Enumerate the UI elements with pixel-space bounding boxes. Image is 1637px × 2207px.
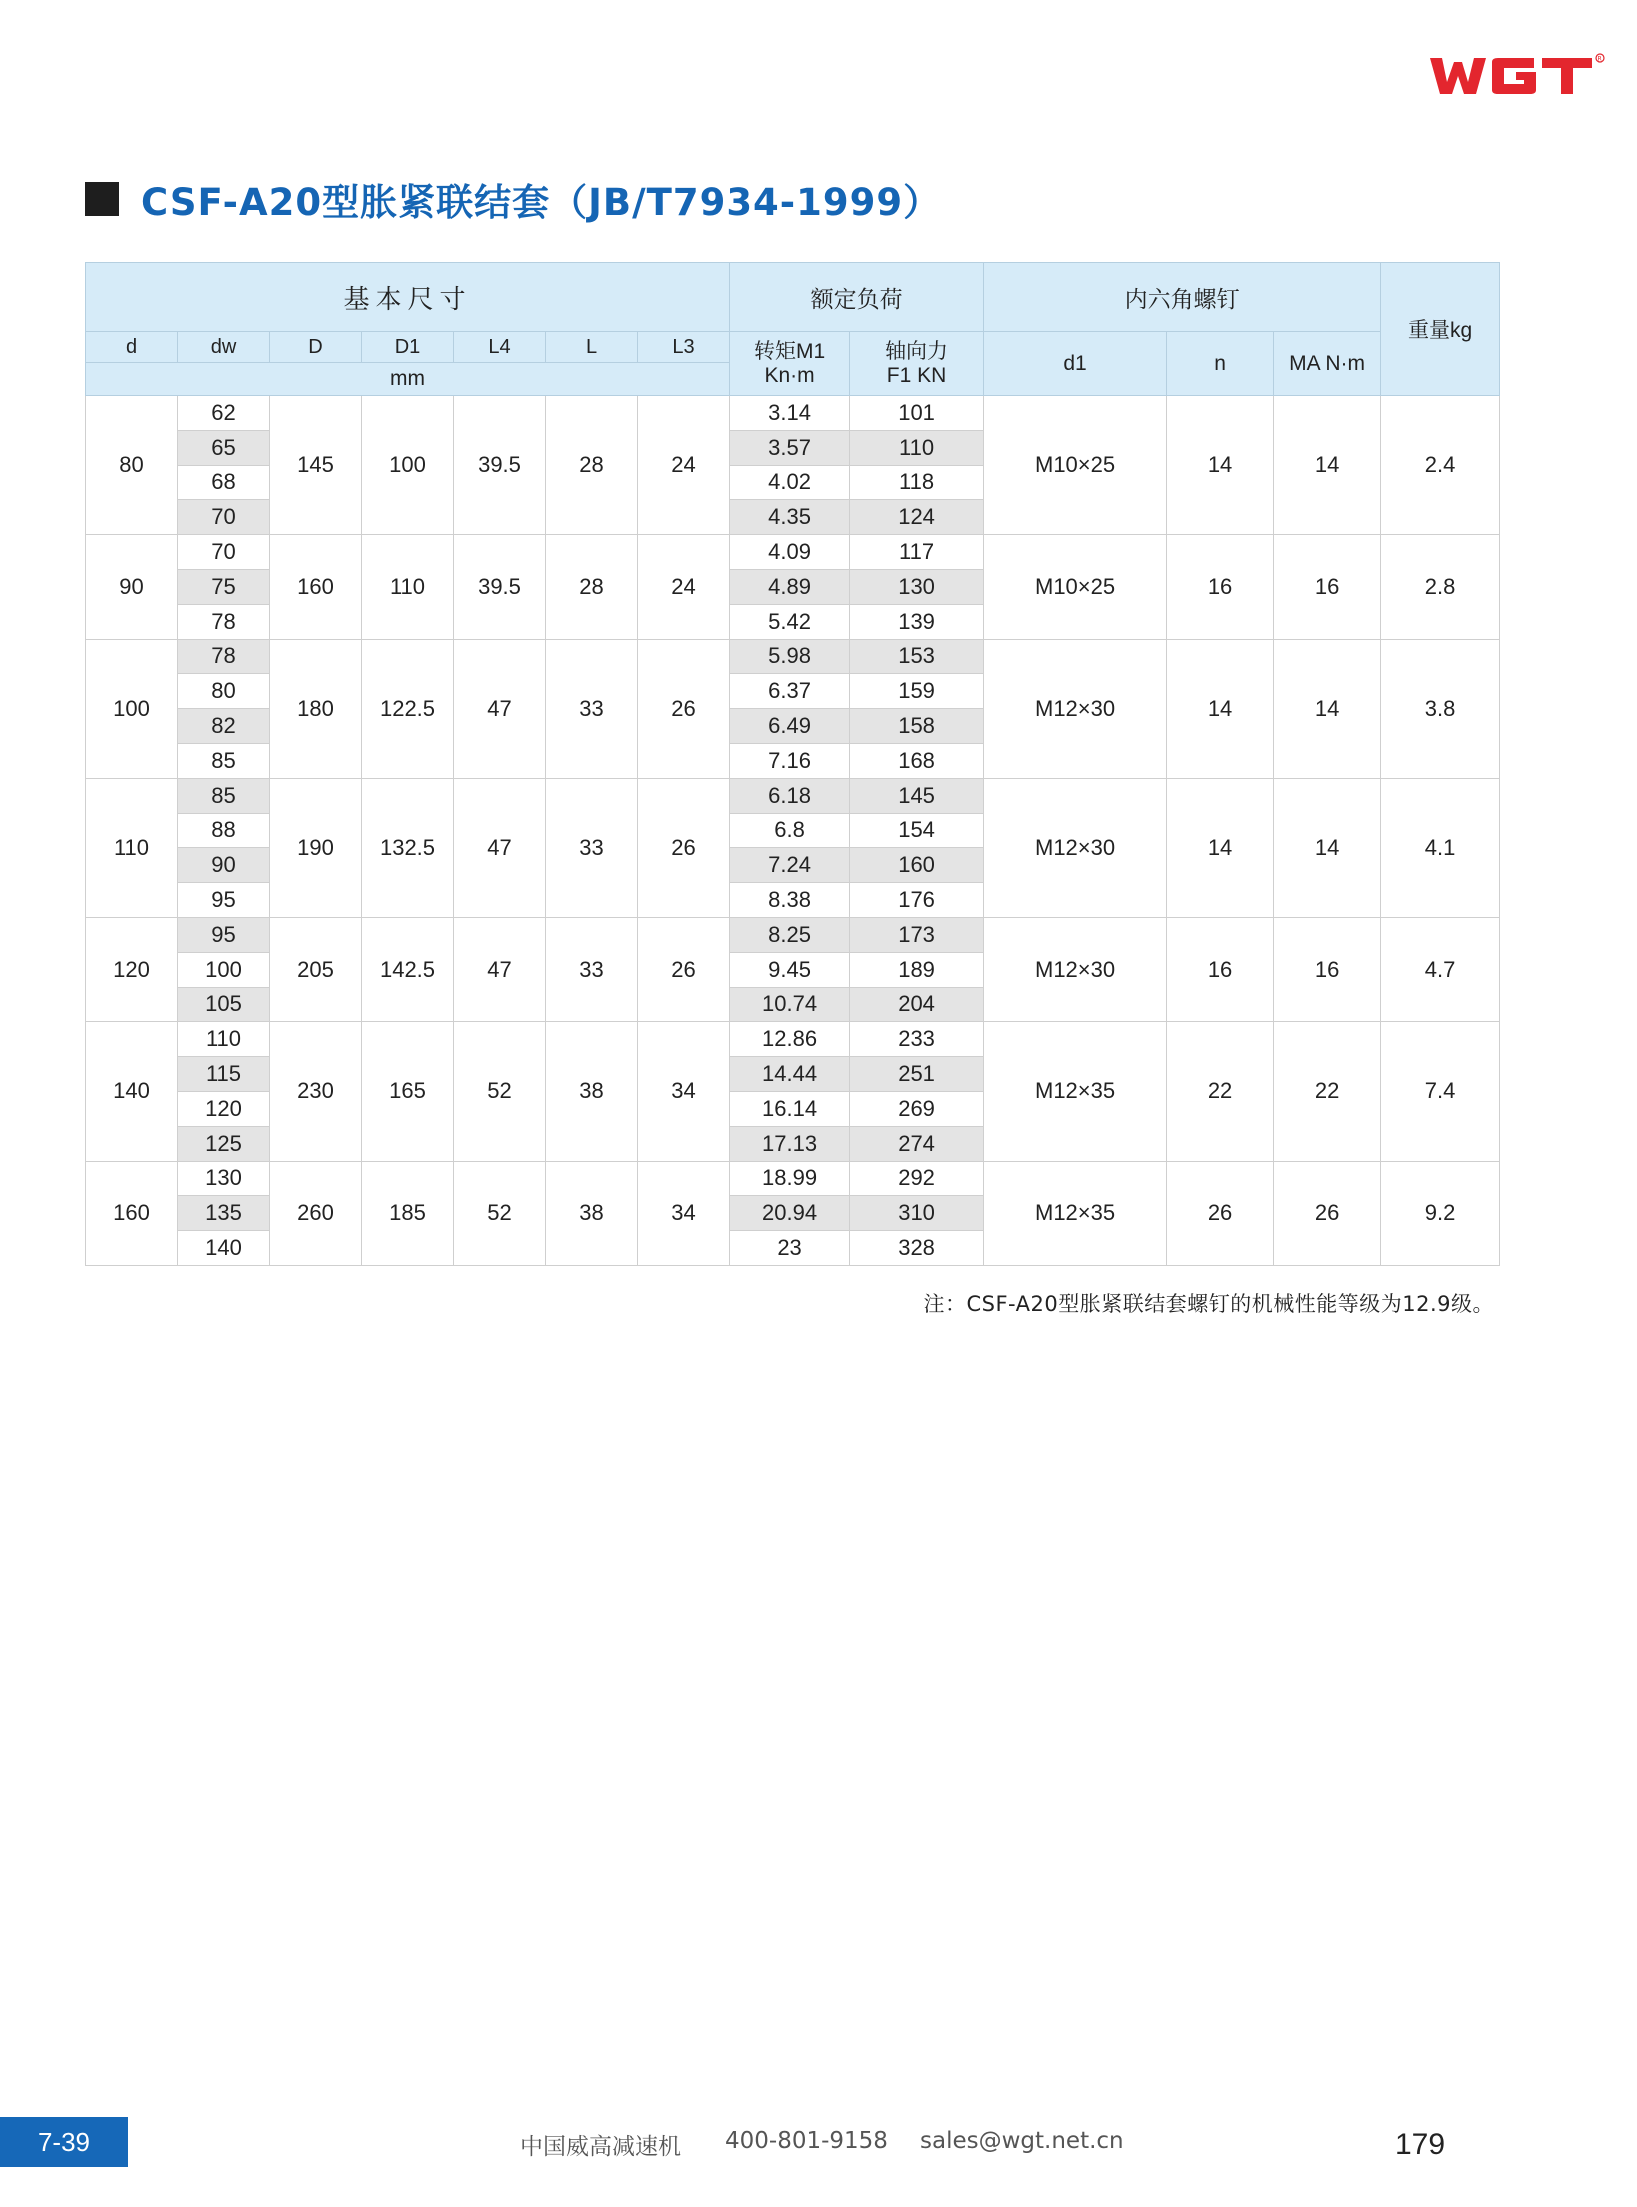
cell-D1: 122.5 (362, 639, 454, 778)
header-dw: dw (178, 332, 270, 363)
cell-L4: 52 (454, 1161, 546, 1265)
header-L: L (546, 332, 638, 363)
cell-torque: 3.57 (730, 430, 850, 465)
cell-axial-force: 145 (850, 778, 984, 813)
cell-torque: 8.38 (730, 883, 850, 918)
cell-D1: 132.5 (362, 778, 454, 917)
cell-axial-force: 154 (850, 813, 984, 848)
table-row (86, 535, 1500, 570)
cell-dw: 78 (178, 639, 270, 674)
cell-d: 110 (86, 778, 178, 917)
cell-L3: 26 (638, 917, 730, 1021)
header-axial-unit: F1 KN (886, 363, 947, 387)
cell-axial-force: 101 (850, 396, 984, 431)
cell-torque: 23 (730, 1231, 850, 1266)
cell-torque: 3.14 (730, 396, 850, 431)
cell-screw-n: 22 (1167, 1022, 1274, 1161)
cell-screw-n: 16 (1167, 917, 1274, 1021)
cell-axial-force: 328 (850, 1231, 984, 1266)
header-rated-load: 额定负荷 (730, 263, 984, 332)
cell-D1: 110 (362, 535, 454, 639)
cell-axial-force: 118 (850, 465, 984, 500)
cell-weight: 4.7 (1381, 917, 1500, 1021)
cell-torque: 10.74 (730, 987, 850, 1022)
cell-L3: 26 (638, 639, 730, 778)
cell-D1: 185 (362, 1161, 454, 1265)
cell-torque: 9.45 (730, 952, 850, 987)
cell-dw: 85 (178, 778, 270, 813)
cell-L: 28 (546, 396, 638, 535)
cell-torque: 14.44 (730, 1057, 850, 1092)
header-D: D (270, 332, 362, 363)
cell-dw: 80 (178, 674, 270, 709)
cell-D: 205 (270, 917, 362, 1021)
table-row (86, 396, 1500, 431)
cell-torque: 7.24 (730, 848, 850, 883)
header-torque-label: 转矩M1 (753, 339, 826, 363)
table-row (86, 1022, 1500, 1057)
cell-axial-force: 292 (850, 1161, 984, 1196)
cell-axial-force: 274 (850, 1126, 984, 1161)
cell-weight: 9.2 (1381, 1161, 1500, 1265)
cell-axial-force: 251 (850, 1057, 984, 1092)
cell-L3: 26 (638, 778, 730, 917)
cell-L: 33 (546, 917, 638, 1021)
cell-axial-force: 124 (850, 500, 984, 535)
cell-weight: 7.4 (1381, 1022, 1500, 1161)
cell-torque: 6.8 (730, 813, 850, 848)
cell-torque: 8.25 (730, 917, 850, 952)
header-hex-screw: 内六角螺钉 (984, 263, 1381, 332)
cell-dw: 75 (178, 569, 270, 604)
cell-D: 230 (270, 1022, 362, 1161)
cell-screw-MA: 14 (1274, 639, 1381, 778)
cell-torque: 5.98 (730, 639, 850, 674)
cell-dw: 82 (178, 709, 270, 744)
table-row (86, 639, 1500, 674)
cell-screw-MA: 16 (1274, 917, 1381, 1021)
cell-screw-d1: M10×25 (984, 535, 1167, 639)
cell-D1: 165 (362, 1022, 454, 1161)
title-block (85, 172, 941, 226)
spec-table-body (86, 396, 1500, 1266)
cell-axial-force: 310 (850, 1196, 984, 1231)
cell-D1: 100 (362, 396, 454, 535)
cell-L: 38 (546, 1022, 638, 1161)
footnote: 注：CSF-A20型胀紧联结套螺钉的机械性能等级为12.9级。 (923, 1292, 1494, 1316)
header-n: n (1167, 332, 1274, 396)
cell-d: 140 (86, 1022, 178, 1161)
cell-dw: 110 (178, 1022, 270, 1057)
cell-D: 190 (270, 778, 362, 917)
cell-axial-force: 153 (850, 639, 984, 674)
cell-L3: 24 (638, 535, 730, 639)
cell-weight: 3.8 (1381, 639, 1500, 778)
cell-axial-force: 117 (850, 535, 984, 570)
header-MA: MA N·m (1274, 332, 1381, 396)
cell-dw: 125 (178, 1126, 270, 1161)
cell-screw-MA: 16 (1274, 535, 1381, 639)
wgt-logo (1430, 48, 1610, 100)
table-row (86, 1161, 1500, 1196)
cell-dw: 95 (178, 883, 270, 918)
table-row (86, 778, 1500, 813)
page-number: 179 (1395, 2128, 1446, 2161)
header-basic-dimensions: 基本尺寸 (86, 263, 730, 332)
cell-L: 38 (546, 1161, 638, 1265)
cell-D: 145 (270, 396, 362, 535)
cell-dw: 68 (178, 465, 270, 500)
cell-dw: 100 (178, 952, 270, 987)
cell-weight: 2.4 (1381, 396, 1500, 535)
cell-d: 90 (86, 535, 178, 639)
cell-screw-n: 16 (1167, 535, 1274, 639)
cell-screw-d1: M12×35 (984, 1022, 1167, 1161)
cell-screw-n: 14 (1167, 639, 1274, 778)
cell-L3: 34 (638, 1161, 730, 1265)
cell-torque: 6.37 (730, 674, 850, 709)
cell-torque: 16.14 (730, 1091, 850, 1126)
cell-dw: 88 (178, 813, 270, 848)
footer-phone: 400-801-9158 (725, 2128, 888, 2154)
cell-axial-force: 139 (850, 604, 984, 639)
header-L4: L4 (454, 332, 546, 363)
cell-D: 180 (270, 639, 362, 778)
cell-torque: 5.42 (730, 604, 850, 639)
cell-axial-force: 204 (850, 987, 984, 1022)
page-title: CSF-A20型胀紧联结套（JB/T7934-1999） (141, 181, 942, 224)
cell-axial-force: 233 (850, 1022, 984, 1057)
cell-axial-force: 159 (850, 674, 984, 709)
cell-axial-force: 110 (850, 430, 984, 465)
cell-axial-force: 130 (850, 569, 984, 604)
cell-dw: 140 (178, 1231, 270, 1266)
cell-dw: 90 (178, 848, 270, 883)
cell-screw-MA: 26 (1274, 1161, 1381, 1265)
cell-screw-MA: 14 (1274, 396, 1381, 535)
cell-L: 33 (546, 639, 638, 778)
cell-dw: 130 (178, 1161, 270, 1196)
cell-torque: 17.13 (730, 1126, 850, 1161)
cell-weight: 2.8 (1381, 535, 1500, 639)
cell-torque: 4.09 (730, 535, 850, 570)
cell-screw-d1: M12×30 (984, 917, 1167, 1021)
svg-text:R: R (1597, 55, 1602, 63)
cell-dw: 120 (178, 1091, 270, 1126)
cell-screw-d1: M12×35 (984, 1161, 1167, 1265)
cell-d: 80 (86, 396, 178, 535)
cell-torque: 7.16 (730, 743, 850, 778)
title-bullet-icon (85, 182, 119, 216)
cell-axial-force: 158 (850, 709, 984, 744)
cell-torque: 6.49 (730, 709, 850, 744)
cell-axial-force: 168 (850, 743, 984, 778)
section-tab: 7-39 (0, 2117, 128, 2167)
cell-D: 260 (270, 1161, 362, 1265)
cell-L4: 52 (454, 1022, 546, 1161)
cell-screw-d1: M10×25 (984, 396, 1167, 535)
cell-torque: 12.86 (730, 1022, 850, 1057)
cell-torque: 18.99 (730, 1161, 850, 1196)
cell-L3: 24 (638, 396, 730, 535)
cell-screw-d1: M12×30 (984, 778, 1167, 917)
header-axial-force (850, 332, 984, 396)
cell-L4: 39.5 (454, 535, 546, 639)
cell-dw: 70 (178, 500, 270, 535)
spec-table (85, 262, 1500, 1266)
cell-screw-d1: M12×30 (984, 639, 1167, 778)
cell-D: 160 (270, 535, 362, 639)
cell-L: 33 (546, 778, 638, 917)
cell-dw: 115 (178, 1057, 270, 1092)
cell-d: 100 (86, 639, 178, 778)
cell-axial-force: 269 (850, 1091, 984, 1126)
cell-torque: 4.89 (730, 569, 850, 604)
cell-L: 28 (546, 535, 638, 639)
header-torque-unit: Kn·m (764, 363, 815, 387)
cell-screw-MA: 14 (1274, 778, 1381, 917)
cell-dw: 62 (178, 396, 270, 431)
header-torque (730, 332, 850, 396)
cell-dw: 85 (178, 743, 270, 778)
cell-D1: 142.5 (362, 917, 454, 1021)
header-D1: D1 (362, 332, 454, 363)
header-d: d (86, 332, 178, 363)
cell-axial-force: 189 (850, 952, 984, 987)
cell-L4: 47 (454, 778, 546, 917)
footer-email: sales@wgt.net.cn (920, 2128, 1124, 2154)
cell-dw: 78 (178, 604, 270, 639)
cell-d: 160 (86, 1161, 178, 1265)
cell-axial-force: 173 (850, 917, 984, 952)
cell-screw-MA: 22 (1274, 1022, 1381, 1161)
cell-axial-force: 160 (850, 848, 984, 883)
cell-dw: 105 (178, 987, 270, 1022)
cell-L3: 34 (638, 1022, 730, 1161)
header-L3: L3 (638, 332, 730, 363)
wgt-logo-mark (1430, 48, 1610, 100)
cell-weight: 4.1 (1381, 778, 1500, 917)
cell-L4: 47 (454, 639, 546, 778)
header-unit-mm: mm (86, 363, 730, 396)
cell-axial-force: 176 (850, 883, 984, 918)
cell-dw: 70 (178, 535, 270, 570)
cell-dw: 95 (178, 917, 270, 952)
header-weight: 重量kg (1381, 263, 1500, 396)
cell-dw: 65 (178, 430, 270, 465)
cell-torque: 4.02 (730, 465, 850, 500)
cell-dw: 135 (178, 1196, 270, 1231)
cell-d: 120 (86, 917, 178, 1021)
footer-company: 中国威高减速机 (520, 2134, 681, 2160)
cell-screw-n: 14 (1167, 396, 1274, 535)
table-row (86, 917, 1500, 952)
header-d1: d1 (984, 332, 1167, 396)
cell-L4: 39.5 (454, 396, 546, 535)
cell-screw-n: 14 (1167, 778, 1274, 917)
cell-screw-n: 26 (1167, 1161, 1274, 1265)
cell-torque: 4.35 (730, 500, 850, 535)
header-axial-label: 轴向力 (885, 339, 949, 363)
cell-torque: 20.94 (730, 1196, 850, 1231)
cell-torque: 6.18 (730, 778, 850, 813)
cell-L4: 47 (454, 917, 546, 1021)
